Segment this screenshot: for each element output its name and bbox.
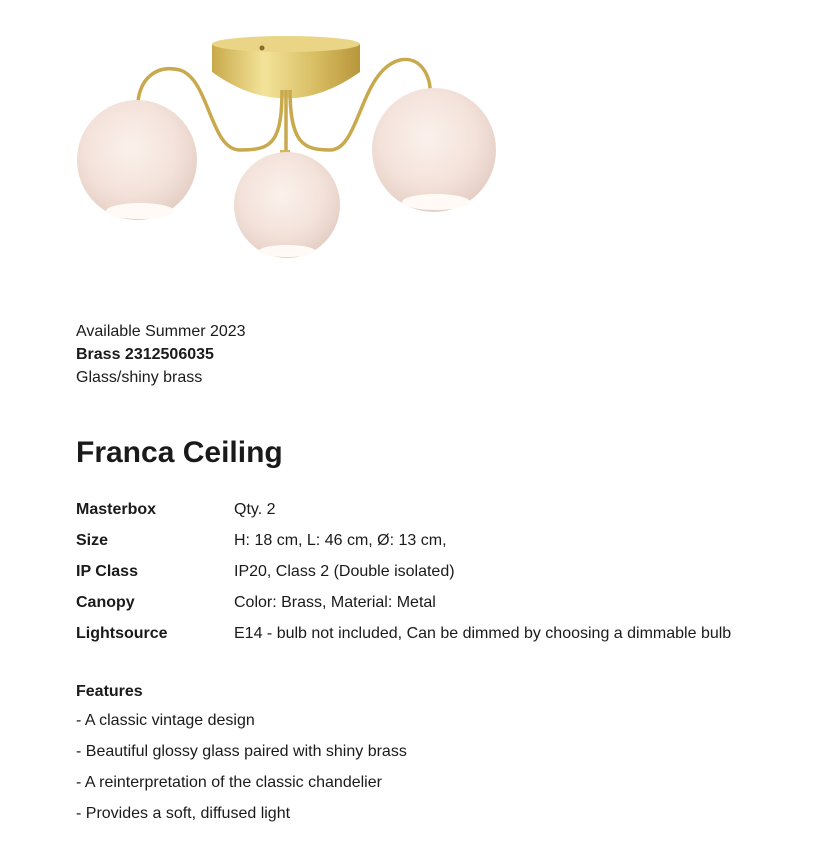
spec-label: IP Class <box>76 562 138 580</box>
sku-text: Brass 2312506035 <box>76 346 214 363</box>
spec-row <box>76 494 731 525</box>
spec-value: H: 18 cm, L: 46 cm, Ø: 13 cm, <box>234 531 447 549</box>
spec-value: IP20, Class 2 (Double isolated) <box>234 562 455 580</box>
product-title: Franca Ceiling <box>76 436 283 469</box>
feature-item: - Beautiful glossy glass paired with shiny brass <box>76 736 407 767</box>
feature-item: - A classic vintage design <box>76 705 407 736</box>
product-image <box>60 30 520 270</box>
spec-label: Size <box>76 531 109 549</box>
features-heading: Features <box>76 683 143 700</box>
spec-row <box>76 556 731 587</box>
glass-globe-right <box>372 88 496 212</box>
spec-row <box>76 587 731 618</box>
availability-text: Available Summer 2023 <box>76 323 246 340</box>
spec-label: Canopy <box>76 593 135 611</box>
spec-value: Qty. 2 <box>234 500 276 518</box>
glass-globe-left <box>77 100 197 220</box>
spec-label: Lightsource <box>76 624 168 642</box>
canopy <box>212 36 360 99</box>
features-list <box>76 705 407 829</box>
feature-item: - Provides a soft, diffused light <box>76 798 407 829</box>
spec-row <box>76 525 731 556</box>
material-text: Glass/shiny brass <box>76 369 203 386</box>
spec-value: Color: Brass, Material: Metal <box>234 593 436 611</box>
feature-item: - A reinterpretation of the classic chandelier <box>76 767 407 798</box>
spec-row <box>76 618 731 649</box>
spec-value: E14 - bulb not included, Can be dimmed by choosing a dimmable bulb <box>234 624 732 642</box>
spec-table <box>76 494 731 649</box>
glass-globe-center <box>234 150 340 258</box>
features-section <box>76 679 407 829</box>
product-info <box>76 320 246 389</box>
spec-label: Masterbox <box>76 500 157 518</box>
